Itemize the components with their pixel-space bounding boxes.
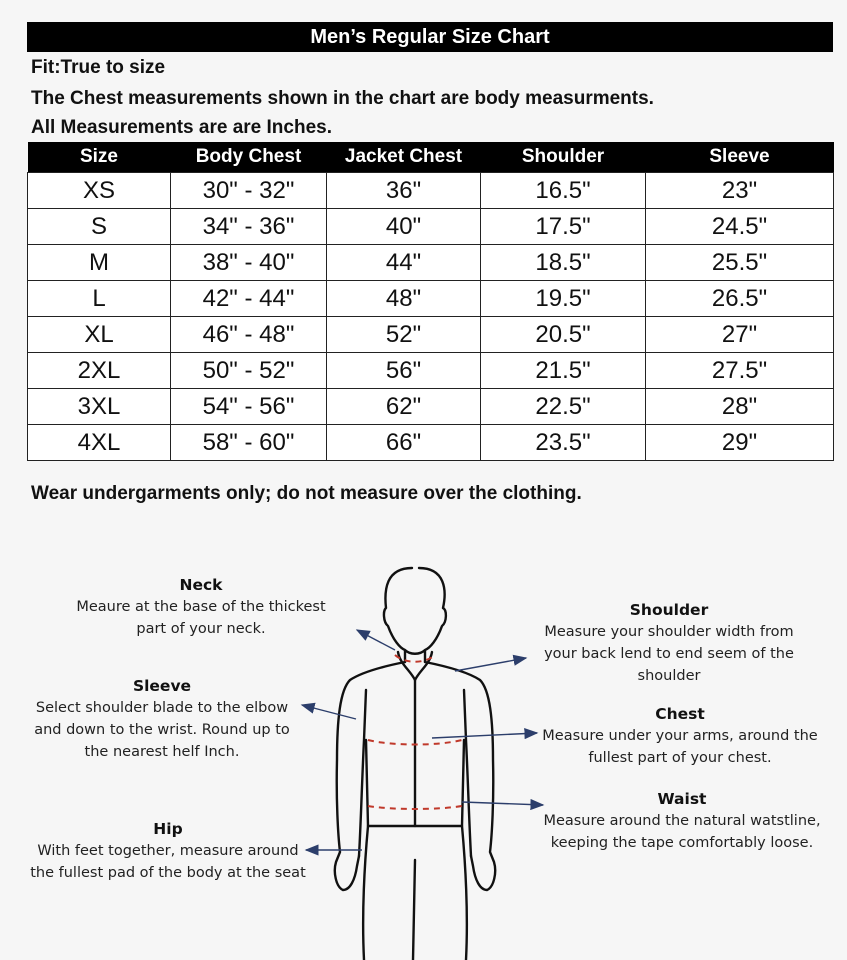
- legs-outline: [363, 826, 467, 960]
- table-cell: 22.5": [481, 389, 646, 425]
- table-cell: 34" - 36": [171, 209, 327, 245]
- table-cell: XL: [28, 317, 171, 353]
- chest-note: The Chest measurements shown in the chart are body measurments.: [31, 88, 654, 109]
- table-cell: 46" - 48": [171, 317, 327, 353]
- neck-description: Meaure at the base of the thickest part of your neck.: [76, 599, 326, 637]
- sleeve-callout: [22, 675, 302, 763]
- table-cell: 48": [327, 281, 481, 317]
- fit-note: Fit:True to size: [31, 57, 166, 78]
- table-cell: 23": [646, 173, 834, 209]
- chest-title: Chest: [655, 705, 705, 723]
- neck-callout: [60, 574, 342, 640]
- table-cell: 54" - 56": [171, 389, 327, 425]
- sleeve-title: Sleeve: [132, 677, 192, 695]
- table-cell: 21.5": [481, 353, 646, 389]
- shoulder-callout: [527, 599, 811, 687]
- table-cell: 30" - 32": [171, 173, 327, 209]
- table-cell: L: [28, 281, 171, 317]
- table-cell: 2XL: [28, 353, 171, 389]
- table-cell: 25.5": [646, 245, 834, 281]
- table-cell: 4XL: [28, 425, 171, 461]
- table-cell: 40": [327, 209, 481, 245]
- table-cell: 3XL: [28, 389, 171, 425]
- table-cell: 62": [327, 389, 481, 425]
- table-cell: 44": [327, 245, 481, 281]
- table-cell: 28": [646, 389, 834, 425]
- measure-warning: Wear undergarments only; do not measure over the clothing.: [31, 483, 582, 504]
- waist-title: Waist: [657, 790, 707, 808]
- neck-title: Neck: [179, 576, 223, 594]
- table-cell: 58" - 60": [171, 425, 327, 461]
- table-cell: S: [28, 209, 171, 245]
- table-cell: 24.5": [646, 209, 834, 245]
- table-cell: 19.5": [481, 281, 646, 317]
- table-cell: 66": [327, 425, 481, 461]
- hip-callout: [22, 818, 314, 884]
- table-cell: 26.5": [646, 281, 834, 317]
- table-cell: 20.5": [481, 317, 646, 353]
- column-header: Sleeve: [646, 142, 834, 173]
- waist-arrow: [462, 802, 543, 805]
- table-cell: 36": [327, 173, 481, 209]
- table-cell: XS: [28, 173, 171, 209]
- inner-arm-right: [464, 690, 471, 856]
- hip-title: Hip: [153, 820, 183, 838]
- inner-arm-left: [359, 690, 366, 856]
- table-cell: 16.5": [481, 173, 646, 209]
- page-title: Men’s Regular Size Chart: [27, 22, 833, 52]
- table-cell: 27": [646, 317, 834, 353]
- table-cell: 18.5": [481, 245, 646, 281]
- collar: [398, 652, 432, 680]
- table-cell: 56": [327, 353, 481, 389]
- shoulder-description: Measure your shoulder width from your back lend to end seem of the shoulder: [544, 624, 794, 684]
- units-note: All Measurements are are Inches.: [31, 117, 332, 138]
- column-header: Body Chest: [171, 142, 327, 173]
- column-header: Jacket Chest: [327, 142, 481, 173]
- head-outline: [384, 568, 446, 662]
- table-cell: 29": [646, 425, 834, 461]
- sleeve-arrow: [302, 705, 356, 719]
- shoulder-title: Shoulder: [629, 601, 709, 619]
- table-cell: 52": [327, 317, 481, 353]
- chest-callout: [534, 703, 826, 769]
- table-cell: M: [28, 245, 171, 281]
- table-cell: 42" - 44": [171, 281, 327, 317]
- column-header: Size: [28, 142, 171, 173]
- table-cell: 23.5": [481, 425, 646, 461]
- table-cell: 50" - 52": [171, 353, 327, 389]
- hip-description: With feet together, measure around the fullest pad of the body at the seat: [30, 843, 306, 881]
- shoulder-arrow: [455, 658, 526, 671]
- chest-description: Measure under your arms, around the fullest part of your chest.: [542, 728, 818, 766]
- column-header: Shoulder: [481, 142, 646, 173]
- table-cell: 38" - 40": [171, 245, 327, 281]
- chest-arrow: [432, 733, 537, 738]
- neck-arrow: [357, 630, 395, 650]
- waist-callout: [536, 788, 828, 854]
- waist-description: Measure around the natural watstline, keeping the tape comfortably loose.: [543, 813, 821, 851]
- sleeve-description: Select shoulder blade to the elbow and down to the wrist. Round up to the nearest helf Inch.: [34, 700, 290, 760]
- table-cell: 17.5": [481, 209, 646, 245]
- table-cell: 27.5": [646, 353, 834, 389]
